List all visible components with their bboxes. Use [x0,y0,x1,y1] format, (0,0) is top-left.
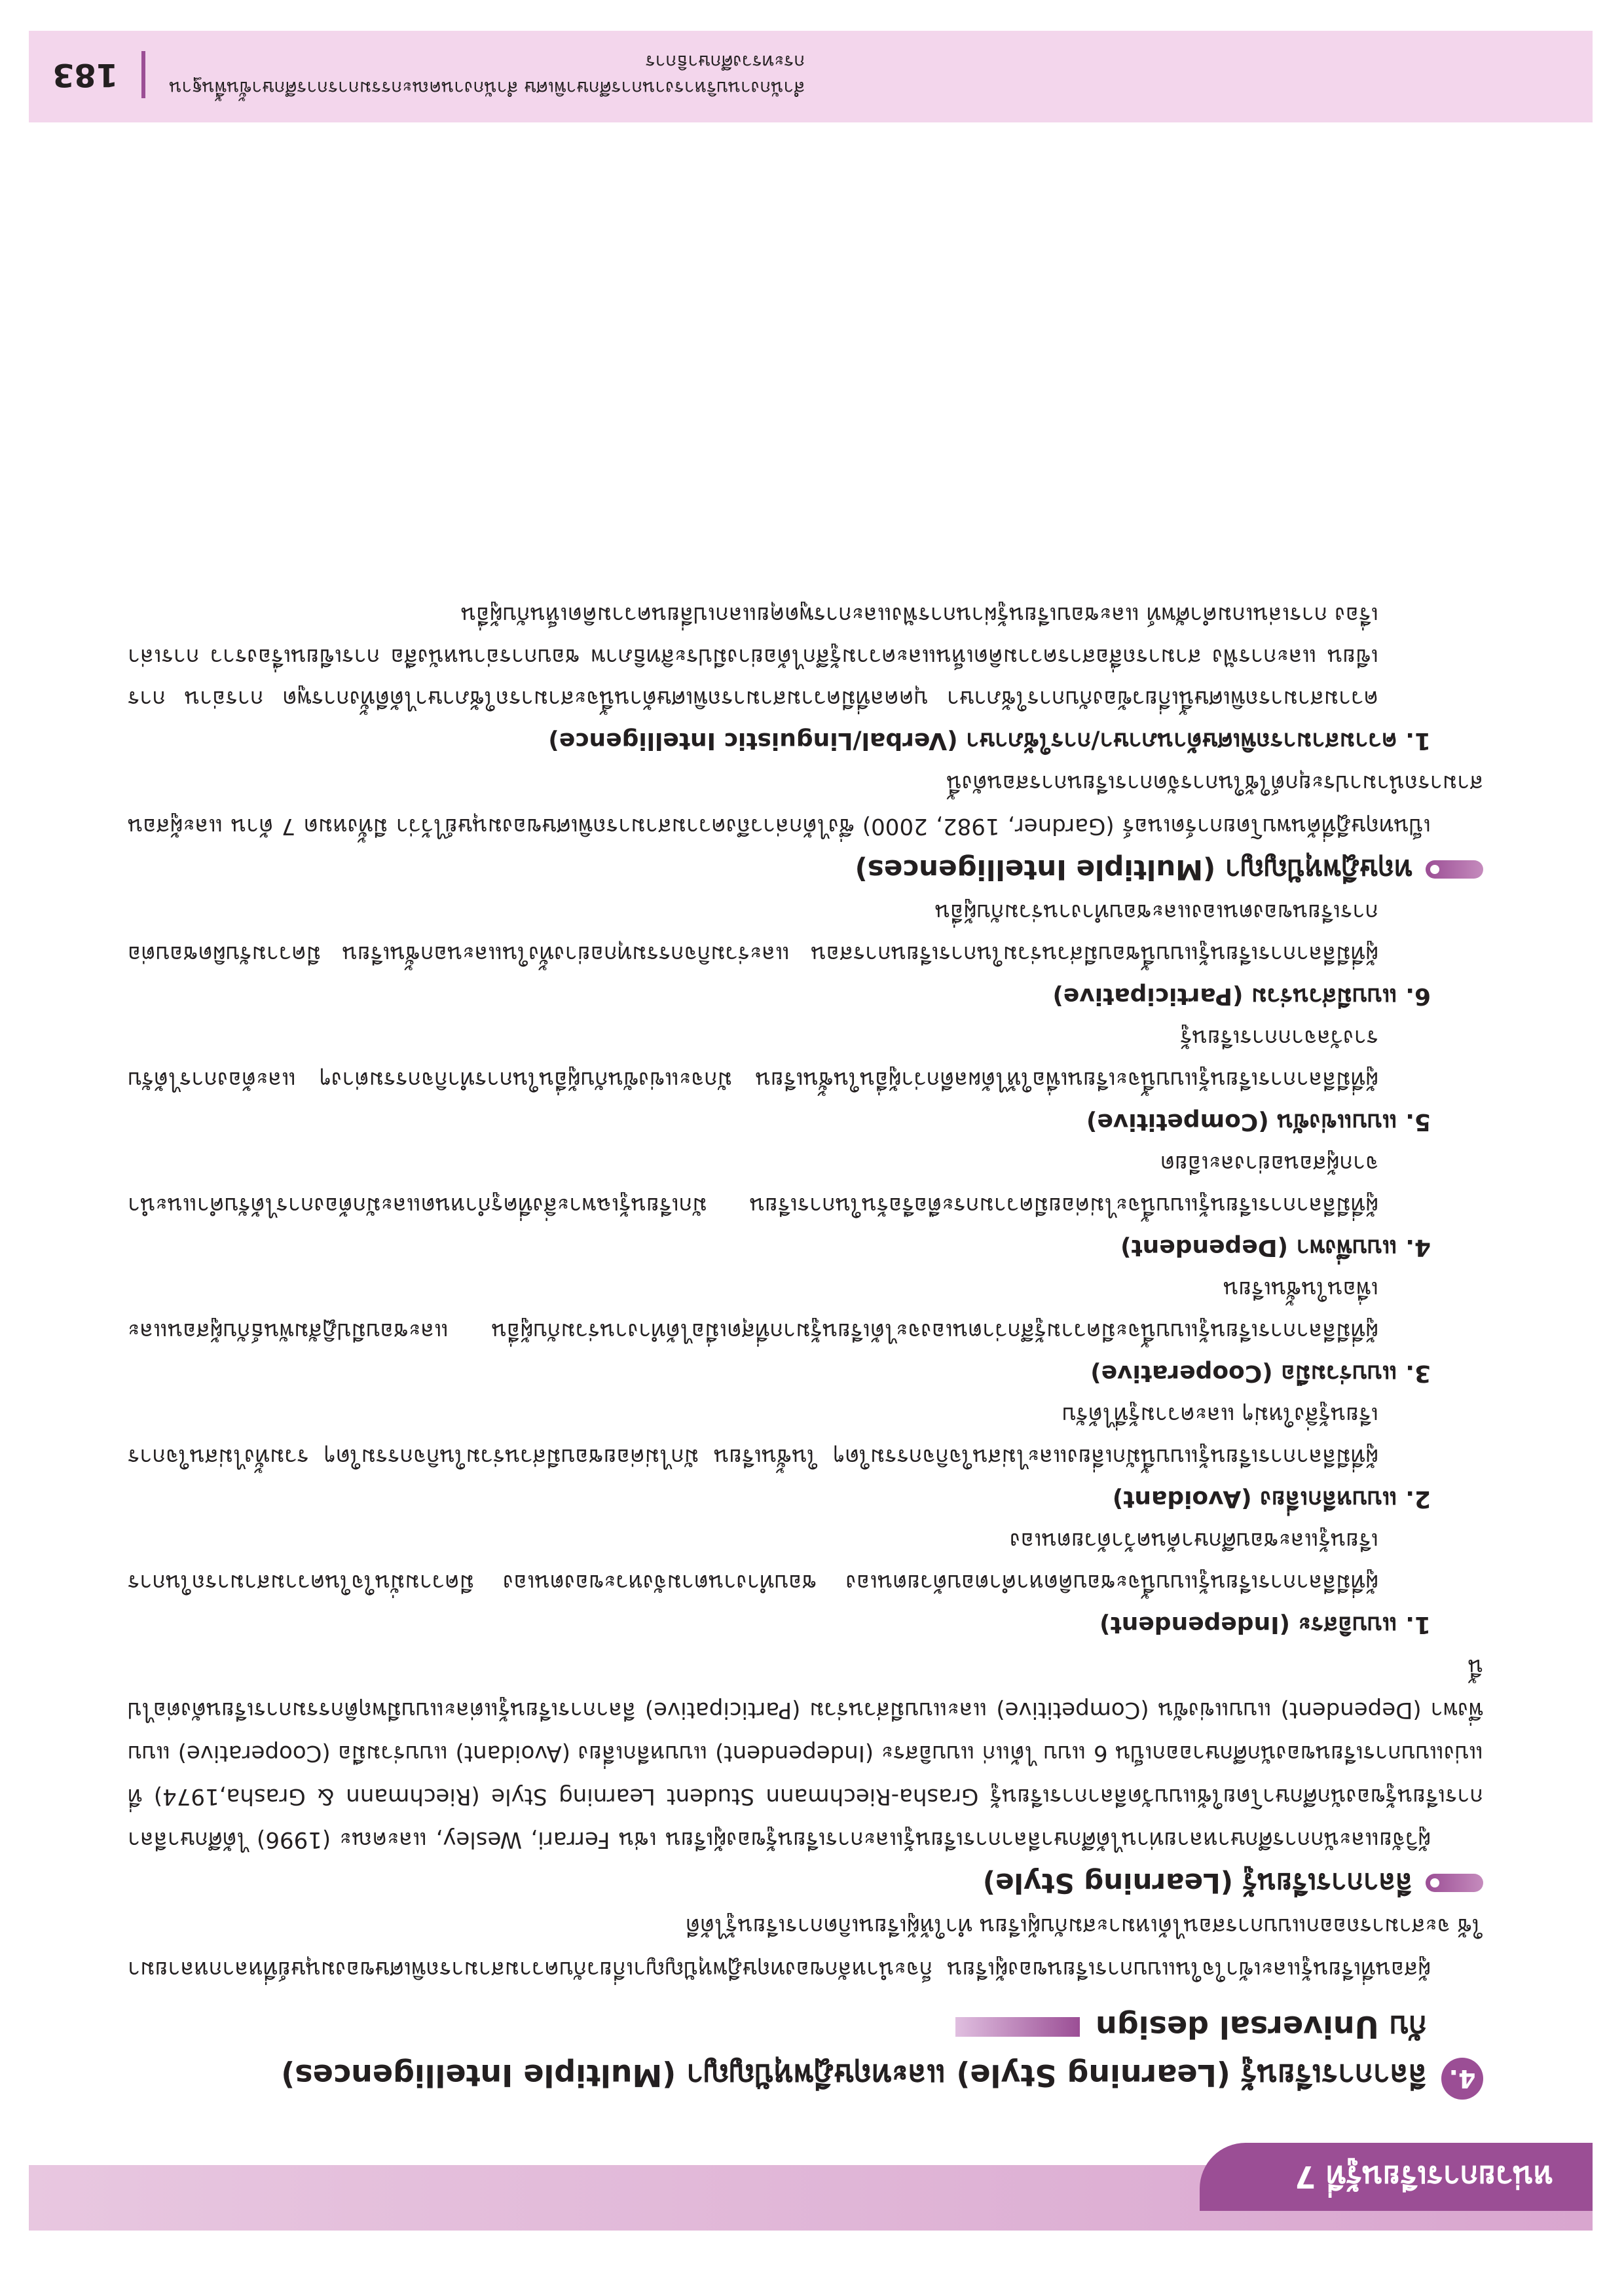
unit-label: หน่วยการเรียนรู้ที่ 7 [1295,2159,1553,2195]
list-item-body: ผู้ที่มีลีลาการเรียนรู้แบบนี้มักเลี่ยงและไม่สนใจกิจกรรมใดๆ ในชั้นเรียน มักไม่ค่อยชอบมีส่วนร่วมในกิจกรรมใดๆ รวมทั้งไม่สนใจการเรียนรู้สิ่งใหม่ๆ และความรู้ที่ได้รับ [128,1402,1378,1470]
list-item-title: 1. ความสามารถพิเศษด้านภาษา/การใช้ภาษา (Verbal/Linguistic Intelligence) [548,727,1431,754]
section-heading [128,2003,1483,2100]
list-item-title: 2. แบบหลีกเลี่ยง (Avoidant) [1112,1485,1431,1512]
section-number-badge: 4. [1441,2058,1483,2100]
list-item-body: ผู้ที่มีลีลาการเรียนรู้แบบนี้จะชอบคิดหาคำตอบด้วยตนเอง ชอบทำงานตามจังหวะของตนเอง มีความมั่นใจในความสามารถในการเรียนรู้และชอบศึกษาค้นคว้าด้วยตนเอง [128,1527,1378,1595]
page-number: 183 [52,56,119,93]
list-item-title: 3. แบบร่วมมือ (Cooperative) [1090,1360,1431,1387]
multiple-intelligences-paragraph: เป็นทฤษฎีที่ค้นพบโดยการ์ดเนอร์ (Gardner, 1982, 2000) ซึ่งได้กล่าวถึงความสามารถพิเศษของมนุษย์ไว้ว่า มีทั้งหมด 7 ด้าน และผู้สอนสามารถนำมาประยุกต์ใช้ในการจัดการเรียนการสอนดังนี้ [128,770,1483,839]
list-item-body: ผู้ที่มีลีลาการเรียนรู้แบบนี้จะเรียนเพื่อให้ได้ผลดีกว่าผู้อื่นในชั้นเรียน มักจะแข่งขันกับผู้อื่นในการทำกิจกรรมต่างๆ และต้องการได้รับรางวัลจากการเรียนรู้ [128,1025,1378,1093]
list-item-body: ผู้ที่มีลีลาการเรียนรู้แบบนี้จะมีความรู้สึกว่าตนเองจะได้เรียนรู้มากที่สุดเมื่อได้ทำงานร่วมกับผู้อื่น และชอบมีปฏิสัมพันธ์กับผู้สอนและเพื่อนในชั้นเรียน [128,1276,1378,1344]
content [128,594,1483,2100]
list-item-title: 4. แบบพึ่งพา (Dependent) [1120,1234,1431,1261]
list-item-body: ผู้ที่มีลีลาการเรียนรู้แบบนี้จะไม่ค่อยมีความกระตือรือร้นในการเรียน มักเรียนรู้เฉพาะสิ่งที่ครูกำหนดและมักต้องการได้รับคำแนะนำจากผู้สอนอย่างละเอียด [128,1150,1378,1218]
multiple-intelligences-heading [128,848,1483,891]
learning-style-heading [128,1861,1483,1904]
section-title-line2: กับ Universal design [1096,2009,1427,2045]
list-item-body: ผู้ที่มีลีลาการเรียนรู้แบบนี้ชอบมีส่วนร่วมในการเรียนการสอน และร่วมกิจกรรมทุกอย่างทั้งในและนอกชั้นเรียน มีความรับผิดชอบต่อการเรียนของตนเองและชอบทำงานร่วมกับผู้อื่น [128,899,1378,967]
footer-divider [141,51,145,98]
learning-style-heading-label: ลีลาการเรียนรู้ (Learning Style) [982,1867,1412,1899]
unit-tab [1200,2143,1593,2211]
footer [52,42,838,107]
footer-text [169,48,805,101]
footer-line2: กระทรวงศึกษาธิการ [645,51,805,73]
learning-style-list [128,891,1483,1645]
multiple-intelligences-heading-label: ทฤษฎีพหุปัญญา (Multiple Intelligences) [855,854,1412,886]
bullet-pill-icon [1426,1874,1483,1892]
bullet-pill-icon [1426,860,1483,879]
list-item-title: 1. แบบอิสระ (Independent) [1099,1611,1431,1638]
list-item-body: ความสามารถพิเศษนี้เกี่ยวข้องกับการใช้ภาษา บุคคลที่มีความสามารถพิเศษด้านนี้จะสามารถใช้ภาษาได้ดีทั้งการพูด การอ่าน การเขียน และการฟัง สามารถสื่อสารความคิดเห็นและความรู้สึกได้อย่างมีประสิทธิภาพ ชอบการอ่านหนังสือ การเขียนเรื่องราว การเล่าเรื่อง การเล่นเกมคำศัพท์ และชอบเรียนรู้ผ่านการฟังและการพูดคุยแลกเปลี่ยนความคิดเห็นกับผู้อื่น [128,602,1378,712]
title-accent-bar [955,2017,1080,2037]
learning-style-paragraph: ผู้วิจัยและนักการศึกษาหลายท่านได้ศึกษาลีลาการเรียนรู้และการเรียนรู้ของผู้เรียน เช่น Ferrari, Wesley, และคณะ (1996) ได้ศึกษาลีลาการเรียนรู้ของนักศึกษาโดยใช้แบบวัดลีลาการเรียนรู้ Grasha-Riechmann Student Learning Style (Riechmann & Grasha,1974) ที่แบ่งแบบการเรียนของนักศึกษาออกเป็น 6 แบบ ได้แก่ แบบอิสระ (Independent) แบบหลีกเลี่ยง (Avoidant) แบบร่วมมือ (Cooperative) แบบพึ่งพา (Dependent) แบบแข่งขัน (Competitive) และแบบมีส่วนร่วม (Participative) ลีลาการเรียนรู้แต่ละแบบมีพฤติกรรมการเรียนดังต่อไปนี้ [128,1654,1483,1853]
multiple-intelligences-list [128,594,1483,761]
list-item-title: 5. แบบแข่งขัน (Competitive) [1086,1108,1431,1135]
list-item-title: 6. แบบมีส่วนร่วม (Participative) [1052,983,1431,1010]
footer-line1: สำนักงานบริหารงานการศึกษาพิเศษ สำนักงานคณะกรรมการการศึกษาขั้นพื้นฐาน [169,77,805,99]
intro-paragraph: ผู้สอนที่เรียนรู้และเข้าใจในแบบการเรียนของผู้เรียน ก็จะนำหลักของทฤษฎีพหุปัญญาเกี่ยวกับความสามารถพิเศษของมนุษย์ที่หลากหลายมาใช้ จะสามารถออกแบบการสอนได้เหมาะสมกับผู้เรียน ทำให้ผู้เรียนเกิดการเรียนรู้ได้ดี [128,1913,1483,1982]
section-title-line1: ลีลาการเรียนรู้ (Learning Style) และทฤษฎีพหุปัญญา (Multiple Intelligences) [281,2058,1427,2093]
